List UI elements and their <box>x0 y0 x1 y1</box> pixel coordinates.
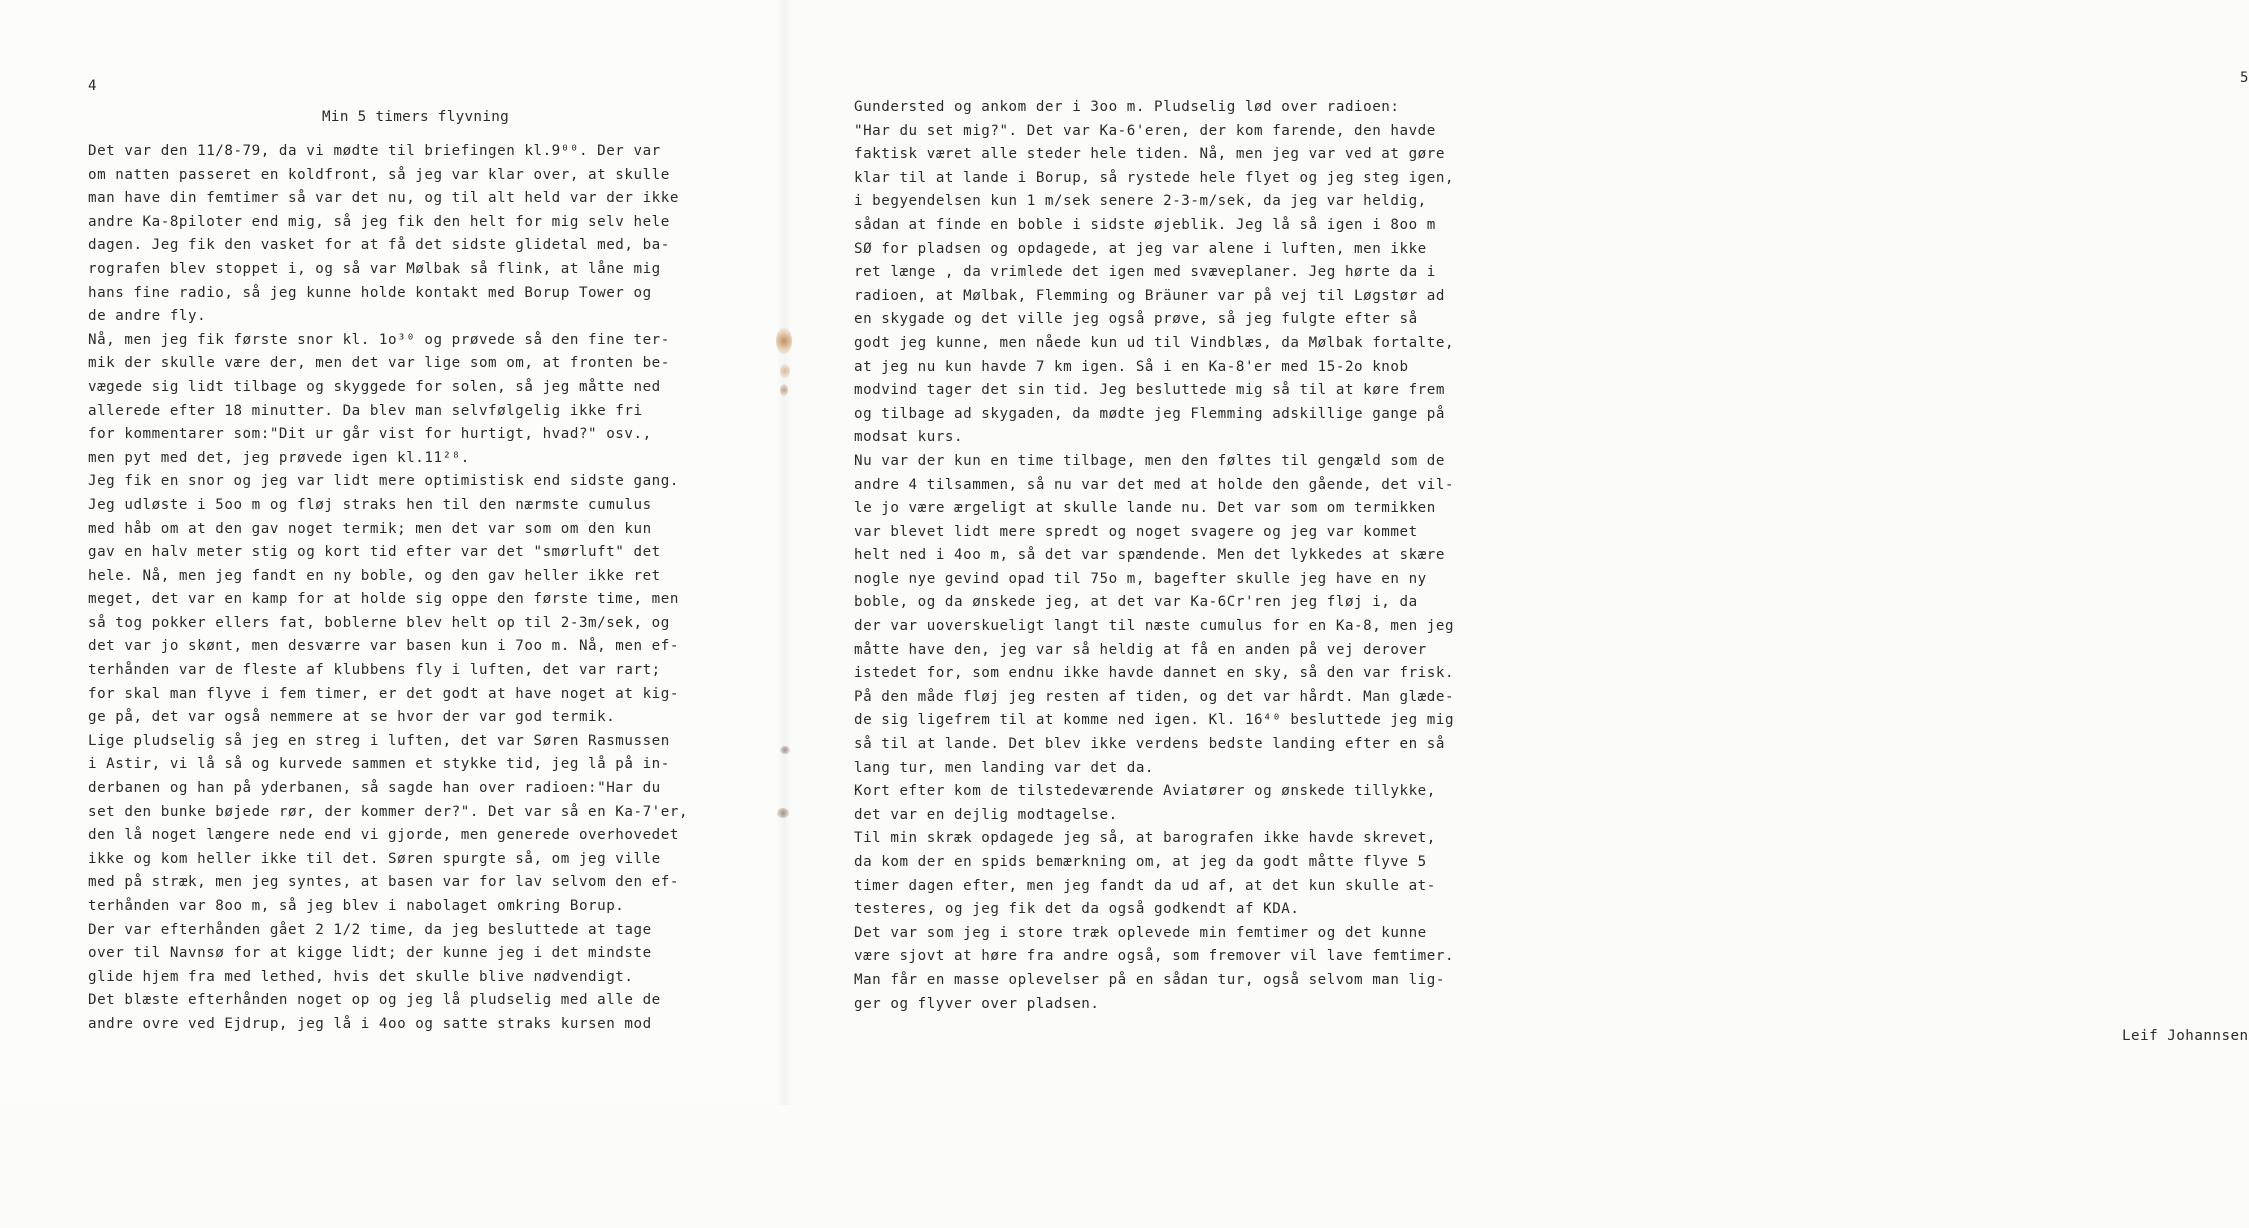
text-line: måtte have den, jeg var så heldig at få en anden på vej derover <box>854 641 1427 658</box>
text-line: testeres, og jeg fik det da også godkendt af KDA. <box>854 901 1300 918</box>
text-line: for kommentarer som:"Dit ur går vist for hurtigt, hvad?" osv., <box>88 426 652 443</box>
page-number: 4 <box>88 78 97 94</box>
text-line: i Astir, vi lå så og kurvede sammen et stykke tid, jeg lå på in- <box>88 756 670 773</box>
text-line: men pyt med det, jeg prøvede igen kl.11²⁸. <box>88 449 470 466</box>
text-line: hans fine radio, så jeg kunne holde kontakt med Borup Tower og <box>88 284 652 301</box>
author-signature: Leif Johannsen <box>2122 1028 2249 1044</box>
text-line: Det var den 11/8-79, da vi mødte til briefingen kl.9⁰⁰. Der var <box>88 143 661 159</box>
text-line: ger og flyver over pladsen. <box>854 995 1100 1012</box>
paper-stain <box>780 364 790 378</box>
left-page <box>0 0 784 1105</box>
text-line: glide hjem fra med lethed, hvis det skulle blive nødvendigt. <box>88 968 634 985</box>
paper-stain <box>776 328 792 354</box>
text-line: modsat kurs. <box>854 429 964 446</box>
text-line: godt jeg kunne, men nåede kun ud til Vindblæs, da Mølbak fortalte, <box>854 334 1455 351</box>
text-line: være sjovt at høre fra andre også, som fremover vil lave femtimer. <box>854 948 1455 965</box>
paper-stain <box>777 808 789 818</box>
page-gutter <box>776 0 792 1105</box>
text-line: Nå, men jeg fik første snor kl. 1o³⁰ og prøvede så den fine ter- <box>88 331 670 348</box>
text-line: allerede efter 18 minutter. Da blev man selvfølgelig ikke fri <box>88 402 643 419</box>
text-line: gav en halv meter stig og kort tid efter var det "smørluft" det <box>88 544 661 561</box>
left-text-column <box>88 140 728 1037</box>
text-line: hele. Nå, men jeg fandt en ny boble, og den gav heller ikke ret <box>88 567 661 584</box>
text-line: de andre fly. <box>88 308 207 325</box>
text-line: meget, det var en kamp for at holde sig oppe den første time, men <box>88 591 679 608</box>
text-line: det var jo skønt, men desværre var basen kun i 7oo m. Nå, men ef- <box>88 638 679 655</box>
text-line: Kort efter kom de tilstedeværende Aviatører og ønskede tillykke, <box>854 783 1436 800</box>
text-line: Jeg fik en snor og jeg var lidt mere optimistisk end sidste gang. <box>88 473 679 490</box>
text-line: faktisk været alle steder hele tiden. Nå, men jeg var ved at gøre <box>854 146 1445 163</box>
text-line: så tog pokker ellers fat, boblerne blev helt op til 2-3m/sek, og <box>88 614 670 631</box>
text-line: den lå noget længere nede end vi gjorde, men generede overhovedet <box>88 827 679 844</box>
text-line: over til Navnsø for at kigge lidt; der kunne jeg i det mindste <box>88 945 652 962</box>
text-line: vægede sig lidt tilbage og skyggede for solen, så jeg måtte ned <box>88 378 661 395</box>
text-line: le jo være ærgeligt at skulle lande nu. Det var som om termikken <box>854 500 1436 517</box>
text-line: SØ for pladsen og opdagede, at jeg var alene i luften, men ikke <box>854 240 1427 257</box>
text-line: radioen, at Mølbak, Flemming og Bräuner var på vej til Løgstør ad <box>854 287 1445 304</box>
text-line: "Har du set mig?". Det var Ka-6'eren, der kom farende, den havde <box>854 122 1436 139</box>
text-line: andre Ka-8piloter end mig, så jeg fik den helt for mig selv hele <box>88 213 670 230</box>
text-line: at jeg nu kun havde 7 km igen. Så i en Ka-8'er med 15-2o knob <box>854 358 1409 375</box>
text-line: ge på, det var også nemmere at se hvor der var god termik. <box>88 709 616 726</box>
text-line: Jeg udløste i 5oo m og fløj straks hen til den nærmste cumulus <box>88 496 652 513</box>
text-line: så til at lande. Det blev ikke verdens bedste landing efter en så <box>854 736 1445 753</box>
text-line: Det var som jeg i store træk oplevede min femtimer og det kunne <box>854 924 1427 941</box>
text-line: dagen. Jeg fik den vasket for at få det sidste glidetal med, ba- <box>88 237 670 254</box>
text-line: med håb om at den gav noget termik; men det var som om den kun <box>88 520 652 537</box>
text-line: set den bunke bøjede rør, der kommer der?". Det var så en Ka-7'er, <box>88 803 689 820</box>
article-title: Min 5 timers flyvning <box>322 109 510 125</box>
text-line: ikke og kom heller ikke til det. Søren spurgte så, om jeg ville <box>88 850 661 867</box>
text-line: en skygade og det ville jeg også prøve, så jeg fulgte efter så <box>854 311 1418 328</box>
text-line: der var uoverskueligt langt til næste cumulus for en Ka-8, men jeg <box>854 618 1455 635</box>
paper-stain <box>780 746 790 754</box>
text-line: Til min skræk opdagede jeg så, at barografen ikke havde skrevet, <box>854 830 1436 847</box>
text-line: med på stræk, men jeg syntes, at basen var for lav selvom den ef- <box>88 874 679 891</box>
right-text-column <box>854 96 1504 1016</box>
text-line: derbanen og han på yderbanen, så sagde han over radioen:"Har du <box>88 780 661 797</box>
text-line: Gundersted og ankom der i 3oo m. Pludselig lød over radioen: <box>854 99 1400 115</box>
text-line: istedet for, som endnu ikke havde dannet en sky, så den var frisk. <box>854 665 1455 682</box>
paper-stain <box>780 384 788 396</box>
text-line: Det blæste efterhånden noget op og jeg lå pludselig med alle de <box>88 992 661 1009</box>
text-line: Man får en masse oplevelser på en sådan tur, også selvom man lig- <box>854 971 1445 988</box>
text-line: andre 4 tilsammen, så nu var det med at holde den gående, det vil- <box>854 476 1455 493</box>
text-line: På den måde fløj jeg resten af tiden, og det var hårdt. Man glæde- <box>854 688 1455 705</box>
text-line: da kom der en spids bemærkning om, at jeg da godt måtte flyve 5 <box>854 854 1427 870</box>
text-line: mik der skulle være der, men det var lige som om, at fronten be- <box>88 355 670 372</box>
page-number: 5 <box>2240 70 2249 86</box>
text-line: i begyendelsen kun 1 m/sek senere 2-3-m/sek, da jeg var heldig, <box>854 193 1427 210</box>
text-line: nogle nye gevind opad til 75o m, bagefter skulle jeg have en ny <box>854 570 1427 587</box>
text-line: modvind tager det sin tid. Jeg besluttede mig så til at køre frem <box>854 382 1445 399</box>
text-line: de sig ligefrem til at komme ned igen. Kl. 16⁴⁰ besluttede jeg mig <box>854 712 1455 729</box>
text-line: man have din femtimer så var det nu, og til alt held var der ikke <box>88 190 679 207</box>
text-line: Der var efterhånden gået 2 1/2 time, da jeg besluttede at tage <box>88 921 652 938</box>
text-line: terhånden var de fleste af klubbens fly i luften, det var rart; <box>88 662 661 679</box>
text-line: terhånden var 8oo m, så jeg blev i nabolaget omkring Borup. <box>88 898 625 914</box>
text-line: lang tur, men landing var det da. <box>854 759 1155 776</box>
text-line: andre ovre ved Ejdrup, jeg lå i 4oo og satte straks kursen mod <box>88 1015 652 1032</box>
text-line: Lige pludselig så jeg en streg i luften, det var Søren Rasmussen <box>88 732 670 749</box>
text-line: sådan at finde en boble i sidste øjeblik. Jeg lå så igen i 8oo m <box>854 216 1436 233</box>
text-line: og tilbage ad skygaden, da mødte jeg Flemming adskillige gange på <box>854 405 1445 422</box>
text-line: ret længe , da vrimlede det igen med svæveplaner. Jeg hørte da i <box>854 264 1436 281</box>
text-line: boble, og da ønskede jeg, at det var Ka-6Cr'ren jeg fløj i, da <box>854 594 1418 611</box>
text-line: timer dagen efter, men jeg fandt da ud af, at det kun skulle at- <box>854 877 1436 894</box>
text-line: det var en dejlig modtagelse. <box>854 806 1118 823</box>
text-line: helt ned i 4oo m, så det var spændende. Men det lykkedes at skære <box>854 547 1445 564</box>
text-line: rografen blev stoppet i, og så var Mølbak så flink, at låne mig <box>88 260 661 277</box>
text-line: Nu var der kun en time tilbage, men den føltes til gengæld som de <box>854 452 1445 469</box>
text-line: klar til at lande i Borup, så rystede hele flyet og jeg steg igen, <box>854 169 1455 186</box>
text-line: for skal man flyve i fem timer, er det godt at have noget at kig- <box>88 685 679 702</box>
text-line: var blevet lidt mere spredt og noget svagere og jeg var kommet <box>854 523 1418 540</box>
text-line: om natten passeret en koldfront, så jeg var klar over, at skulle <box>88 166 670 183</box>
